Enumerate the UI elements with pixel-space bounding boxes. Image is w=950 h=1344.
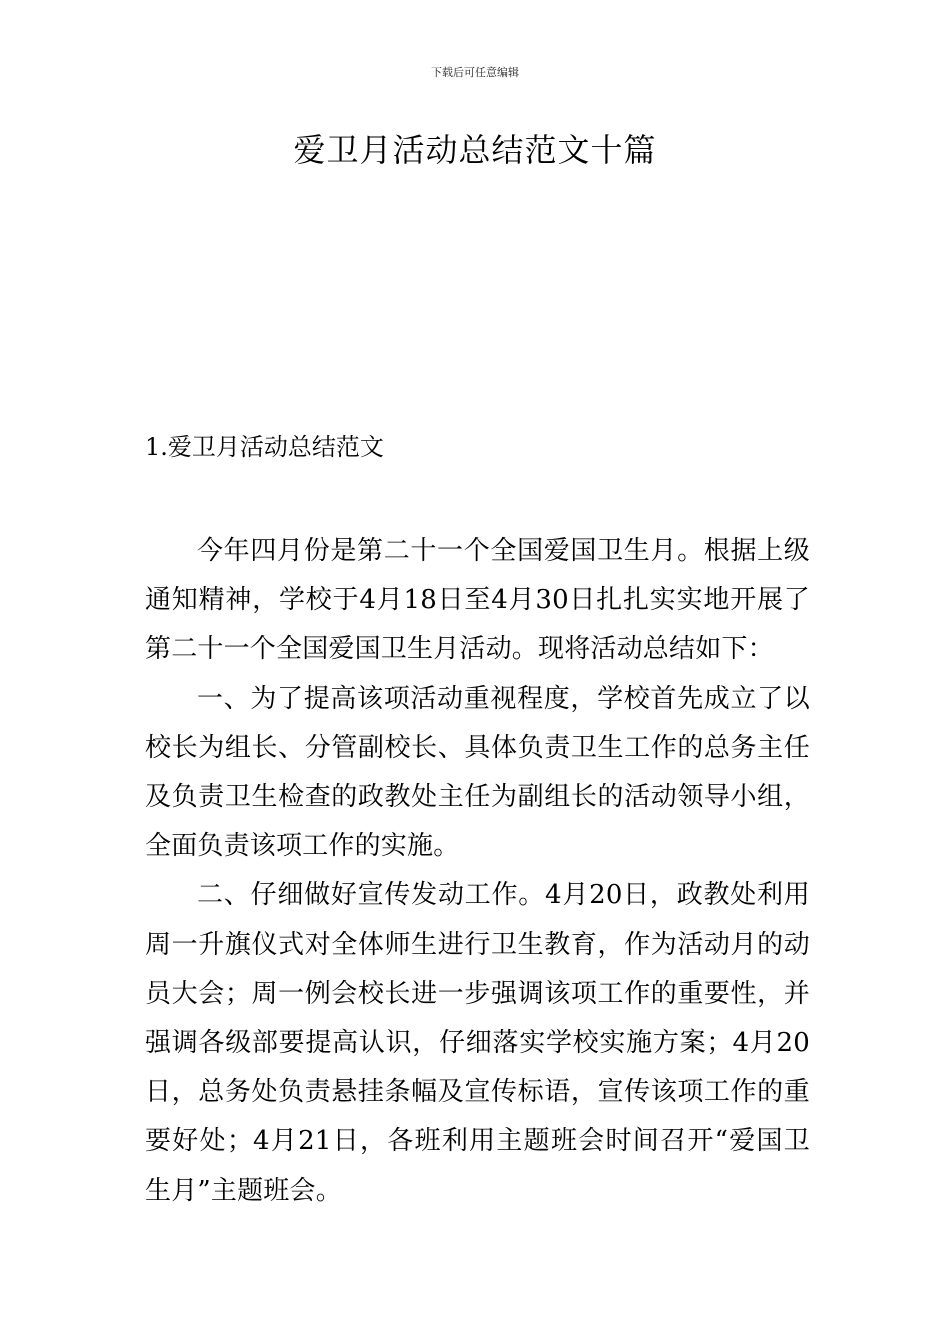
- paragraph-intro: 今年四月份是第二十一个全国爱国卫生月。根据上级通知精神，学校于4月18日至4月30日扎扎实实地开展了第二十一个全国爱国卫生月活动。现将活动总结如下：: [145, 536, 810, 665]
- section-heading: 1.爱卫月活动总结范文: [145, 433, 384, 461]
- paragraph-point-two: 二、仔细做好宣传发动工作。4月20日，政教处利用周一升旗仪式对全体师生进行卫生教育，作为活动月的动员大会；周一例会校长进一步强调该项工作的重要性，并强调各级部要提高认识，仔细落实学校实施方案；4月20日，总务处负责悬挂条幅及宣传标语，宣传该项工作的重要好处；4月21日，各班利用主题班会时间召开“爱国卫生月”主题班会。: [145, 880, 810, 1206]
- paragraph-point-one: 一、为了提高该项活动重视程度，学校首先成立了以校长为组长、分管副校长、具体负责卫生工作的总务主任及负责卫生检查的政教处主任为副组长的活动领导小组，全面负责该项工作的实施。: [145, 683, 810, 862]
- document-title: 爱卫月活动总结范文十篇: [293, 131, 657, 169]
- document-body: [145, 527, 810, 1216]
- page-header-note: 下载后可任意编辑: [431, 66, 519, 79]
